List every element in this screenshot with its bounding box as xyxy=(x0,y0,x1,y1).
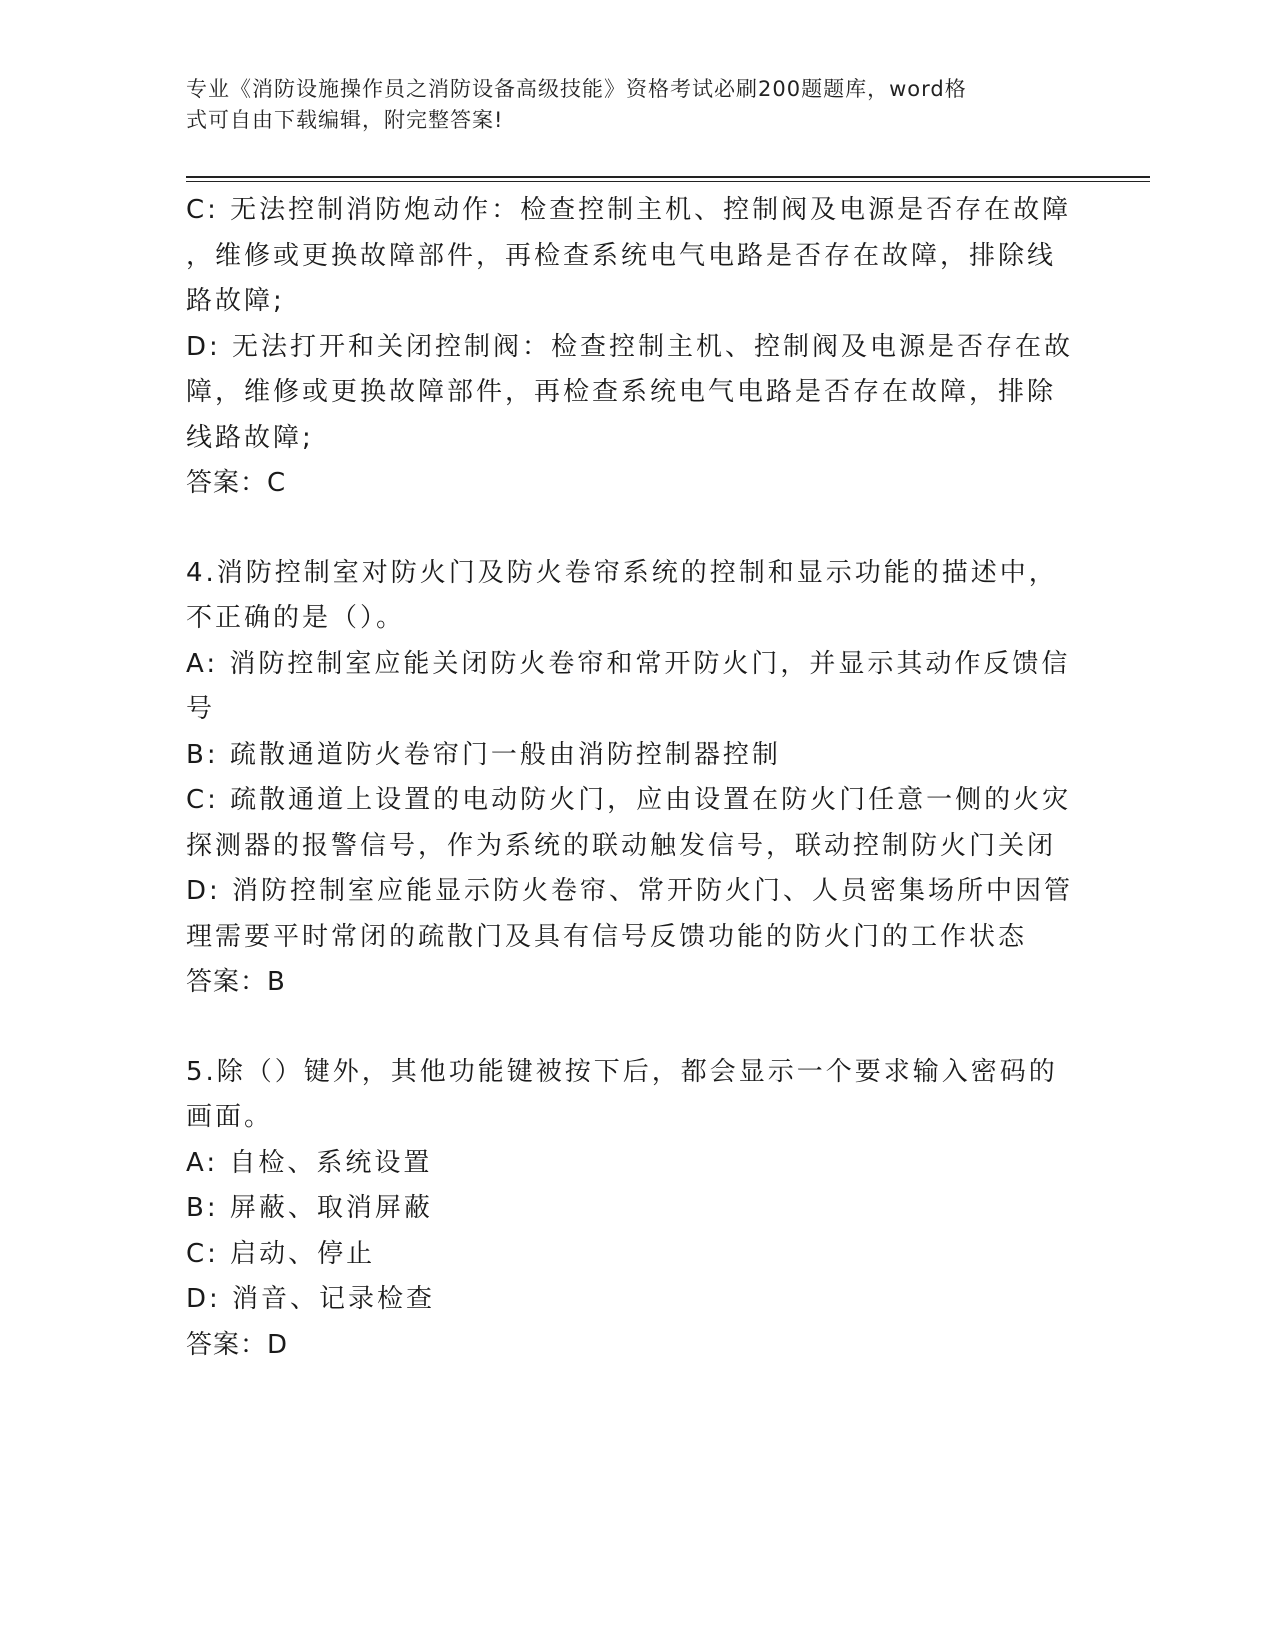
option-d: D: 消音、记录检查 xyxy=(186,1284,436,1314)
question-content xyxy=(186,188,1086,1368)
option-line: ，维修或更换故障部件，再检查系统电气电路是否存在故障，排除线 xyxy=(186,240,1057,271)
question-4 xyxy=(186,551,1086,1006)
question-spacer xyxy=(186,507,1086,551)
option-line: C: 疏散通道上设置的电动防火门，应由设置在防火门任意一侧的火灾 xyxy=(186,785,1072,815)
header-line-2: 式可自由下载编辑，附完整答案! xyxy=(186,108,504,132)
option-line: 路故障; xyxy=(186,286,285,316)
question-spacer xyxy=(186,1006,1086,1050)
answer-line: 答案：C xyxy=(186,468,287,498)
stem-line: 画面。 xyxy=(186,1102,274,1132)
header-line-1: 专业《消防设施操作员之消防设备高级技能》资格考试必刷200题题库，word格 xyxy=(186,77,967,101)
stem-line: 4.消防控制室对防火门及防火卷帘系统的控制和显示功能的描述中， xyxy=(186,557,1058,588)
option-b xyxy=(186,733,1086,779)
stem-line: 不正确的是（）。 xyxy=(186,603,406,633)
option-a: A: 自检、系统设置 xyxy=(186,1147,433,1178)
option-a xyxy=(186,642,1086,733)
option-c xyxy=(186,778,1086,869)
option-line: A: 消防控制室应能关闭防火卷帘和常开防火门，并显示其动作反馈信 xyxy=(186,648,1071,679)
question-3-continued xyxy=(186,188,1086,507)
answer-line: 答案：D xyxy=(186,1329,289,1360)
stem-line: 5.除（）键外，其他功能键被按下后，都会显示一个要求输入密码的 xyxy=(186,1056,1058,1087)
header-divider-thick xyxy=(186,176,1150,178)
option-d xyxy=(186,869,1086,960)
option-line: 障，维修或更换故障部件，再检查系统电气电路是否存在故障，排除 xyxy=(186,377,1057,407)
option-line: 探测器的报警信号，作为系统的联动触发信号，联动控制防火门关闭 xyxy=(186,830,1057,861)
option-c: C: 启动、停止 xyxy=(186,1238,376,1269)
question-stem xyxy=(186,551,1086,642)
option-line: D: 无法打开和关闭控制阀：检查控制主机、控制阀及电源是否存在故 xyxy=(186,331,1074,362)
header-divider-thin xyxy=(186,181,1150,182)
option-line: B: 疏散通道防火卷帘门一般由消防控制器控制 xyxy=(186,739,781,770)
option-d xyxy=(186,325,1086,462)
option-line: C: 无法控制消防炮动作：检查控制主机、控制阀及电源是否存在故障 xyxy=(186,195,1072,225)
option-line: 理需要平时常闭的疏散门及具有信号反馈功能的防火门的工作状态 xyxy=(186,921,1028,952)
answer-line: 答案：B xyxy=(186,967,286,997)
question-5 xyxy=(186,1050,1086,1369)
document-header xyxy=(186,74,1066,136)
option-line: 线路故障; xyxy=(186,422,314,453)
question-stem xyxy=(186,1050,1086,1141)
option-b: B: 屏蔽、取消屏蔽 xyxy=(186,1193,433,1223)
option-line: D: 消防控制室应能显示防火卷帘、常开防火门、人员密集场所中因管 xyxy=(186,876,1074,906)
option-line: 号 xyxy=(186,694,216,724)
option-c xyxy=(186,188,1086,325)
